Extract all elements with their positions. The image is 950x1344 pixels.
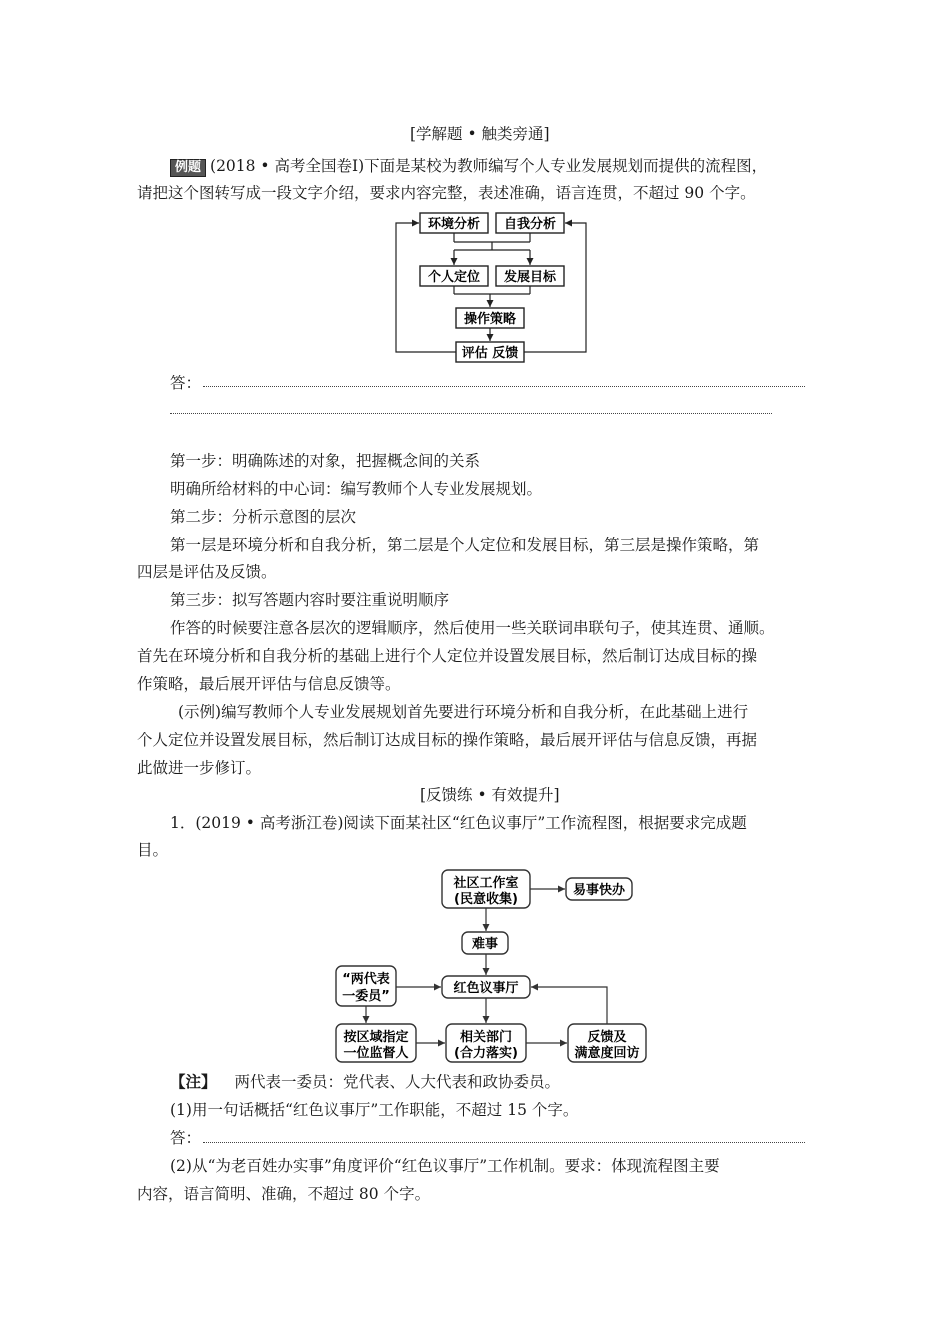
sample-answer: (示例)编写教师个人专业发展规划首先要进行环境分析和自我分析，在此基础上进行 <box>178 703 749 721</box>
label-hall: 红色议事厅 <box>453 981 519 996</box>
sub-question-2-line1: (2)从“为老百姓办实事”角度评价“红色议事厅”工作机制。要求：体现流程图主要 <box>170 1157 720 1175</box>
step-text: 第一层是环境分析和自我分析，第二层是个人定位和发展目标，第三层是操作策略，第 <box>170 536 760 554</box>
section-heading-learn: [学解题 • 触类旁通] <box>410 125 550 143</box>
step-text: 首先在环境分析和自我分析的基础上进行个人定位并设置发展目标，然后制订达成目标的操 <box>137 647 758 665</box>
question-1-line1: 1．(2019 • 高考浙江卷)阅读下面某社区“红色议事厅”工作流程图，根据要求完成题 <box>170 814 747 832</box>
label-goal: 发展目标 <box>503 270 557 285</box>
example-tag: 例题 <box>170 159 206 177</box>
red-hall-flowchart <box>330 866 660 1066</box>
label-fb-1: 反馈及 <box>587 1030 627 1045</box>
label-supervisor-1: 按区域指定 <box>343 1030 409 1045</box>
label-office-1: 社区工作室 <box>453 876 519 891</box>
label-reps-2: 一委员” <box>342 989 390 1004</box>
answer-line-1[interactable] <box>203 386 805 387</box>
section-heading-practice: [反馈练 • 有效提升] <box>420 786 560 804</box>
step-text: 四层是评估及反馈。 <box>137 563 277 581</box>
step-text: 明确所给材料的中心词：编写教师个人专业发展规划。 <box>170 480 543 498</box>
step-text: 作策略，最后展开评估与信息反馈等。 <box>137 675 401 693</box>
teacher-plan-flowchart <box>390 208 600 368</box>
answer-line-3[interactable] <box>203 1142 805 1143</box>
label-env: 环境分析 <box>427 217 481 232</box>
example-question-line1 <box>170 156 767 177</box>
note <box>170 1072 560 1092</box>
sample-answer: 个人定位并设置发展目标，然后制订达成目标的操作策略，最后展开评估与信息反馈，再据 <box>137 731 758 749</box>
label-supervisor-2: 一位监督人 <box>343 1046 409 1061</box>
step-text: 第三步：拟写答题内容时要注重说明顺序 <box>170 591 450 609</box>
answer-line-2[interactable] <box>170 413 772 414</box>
sub-question-2-line2: 内容，语言简明、准确，不超过 80 个字。 <box>137 1185 431 1203</box>
label-office-2: (民意收集) <box>454 892 518 907</box>
answer-label-1: 答： <box>170 374 202 392</box>
question-1-line2: 目。 <box>137 841 169 859</box>
answer-label-2: 答： <box>170 1129 202 1147</box>
question-text-1: (2018 • 高考全国卷Ⅰ)下面是某校为教师编写个人专业发展规划而提供的流程图， <box>210 157 768 175</box>
label-fb-2: 满意度回访 <box>574 1046 640 1061</box>
label-dept-1: 相关部门 <box>459 1030 513 1045</box>
step-text: 第二步：分析示意图的层次 <box>170 508 357 526</box>
sample-answer: 此做进一步修订。 <box>137 759 262 777</box>
label-strategy: 操作策略 <box>463 312 517 327</box>
label-feedback: 评估 反馈 <box>461 346 519 361</box>
step-text: 作答的时候要注意各层次的逻辑顺序，然后使用一些关联词串联句子，使其连贯、通顺。 <box>170 619 775 637</box>
note-text: 两代表一委员：党代表、人大代表和政协委员。 <box>234 1073 561 1091</box>
label-reps-1: “两代表 <box>342 972 390 987</box>
label-easy: 易事快办 <box>572 883 626 898</box>
example-question-line2: 请把这个图转写成一段文字介绍，要求内容完整，表述准确，语言连贯，不超过 90 个字。 <box>137 184 756 202</box>
label-dept-2: (合力落实) <box>454 1046 518 1061</box>
label-self: 自我分析 <box>503 217 557 232</box>
sub-question-1: (1)用一句话概括“红色议事厅”工作职能，不超过 15 个字。 <box>170 1101 579 1119</box>
label-position: 个人定位 <box>427 270 481 285</box>
label-hard: 难事 <box>471 937 499 952</box>
note-label: 【注】 <box>170 1072 217 1091</box>
step-text: 第一步：明确陈述的对象，把握概念间的关系 <box>170 452 481 470</box>
